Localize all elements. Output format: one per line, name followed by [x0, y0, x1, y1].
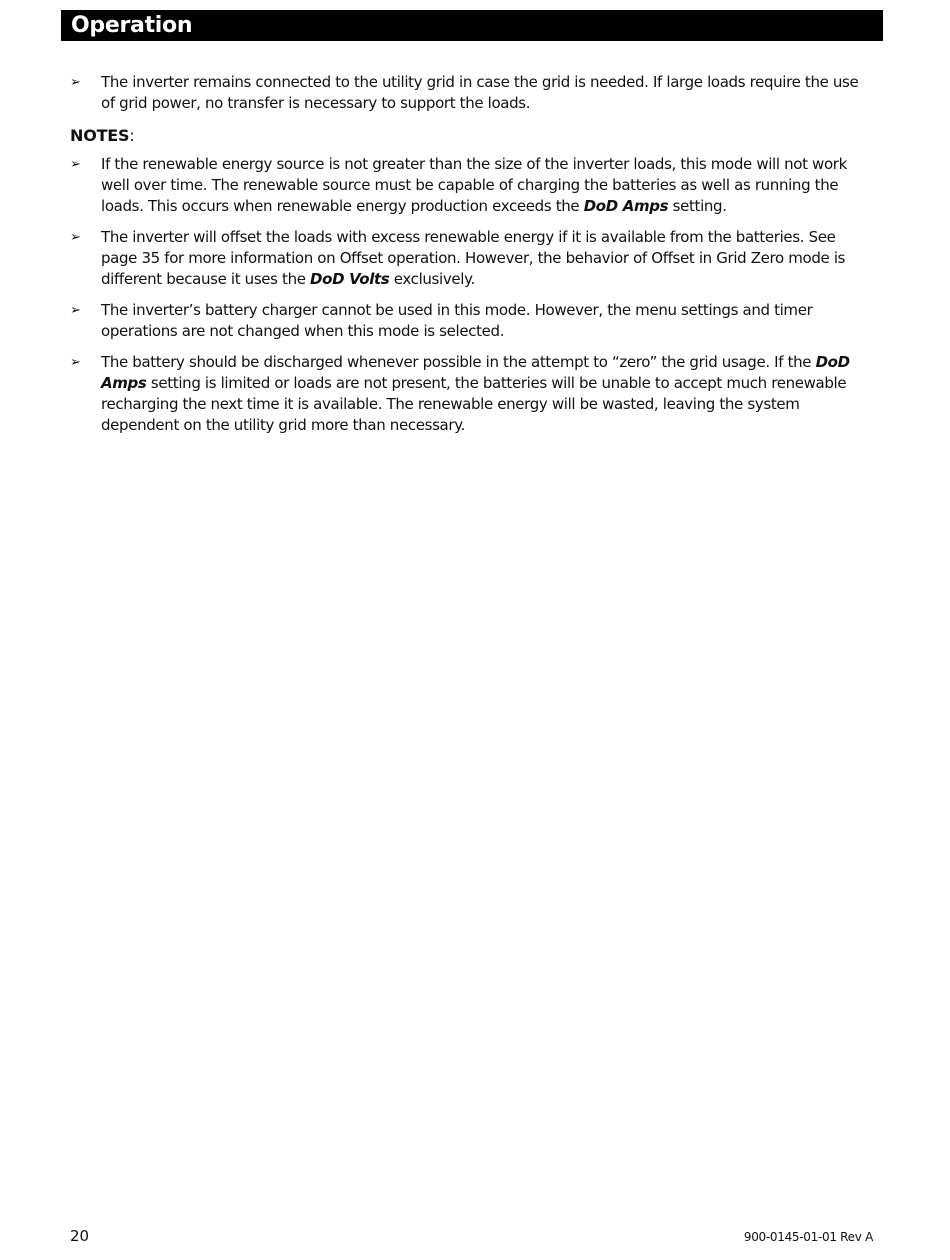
bullet-text: The inverter remains connected to the utility grid in case the grid is needed. If large loads require the use of grid power, no transfer is necessary to support the loads. — [101, 73, 859, 112]
note-text-before: The battery should be discharged whenever possible in the attempt to “zero” the grid usage. If the — [101, 353, 816, 371]
note-item-1 — [70, 154, 875, 217]
document-id: 900-0145-01-01 Rev A — [743, 1230, 873, 1244]
note-emphasis: DoD Amps — [583, 197, 669, 215]
note-item-3 — [70, 300, 875, 342]
page-number: 20 — [70, 1227, 90, 1245]
intro-bullet — [70, 72, 875, 114]
note-item-2 — [70, 227, 875, 290]
note-text-before: The inverter will offset the loads with excess renewable energy if it is available from the batteries. See page 35 for more information on Offset operation. However, the behavior of Offset in Grid Zero mode is different because it uses the — [101, 228, 846, 288]
note-emphasis: DoD Amps — [101, 353, 850, 392]
note-text-after: setting is limited or loads are not present, the batteries will be unable to accept much renewable recharging the next time it is available. The renewable energy will be wasted, leaving the system dependent on the utility grid more than necessary. — [101, 374, 847, 434]
note-text-before: If the renewable energy source is not greater than the size of the inverter loads, this mode will not work well over time. The renewable source must be capable of charging the batteries as well as running the loads. This occurs when renewable energy production exceeds the — [101, 155, 847, 215]
section-header-bar — [61, 10, 883, 41]
note-text-after: setting. — [668, 197, 727, 215]
notes-heading-label: NOTES — [70, 126, 130, 145]
note-text-after: exclusively. — [389, 270, 475, 288]
note-text: The inverter’s battery charger cannot be used in this mode. However, the menu settings and timer operations are not changed when this mode is selected. — [101, 301, 813, 340]
arrow-bullet-icon: ➢ — [70, 157, 81, 172]
arrow-bullet-icon: ➢ — [70, 303, 81, 318]
notes-heading — [70, 124, 875, 148]
arrow-bullet-icon: ➢ — [70, 230, 81, 245]
arrow-bullet-icon: ➢ — [70, 75, 81, 90]
page-content — [70, 72, 875, 446]
note-item-4 — [70, 352, 875, 436]
section-title: Operation — [71, 13, 193, 38]
notes-heading-colon: : — [129, 126, 135, 145]
arrow-bullet-icon: ➢ — [70, 355, 81, 370]
note-emphasis: DoD Volts — [310, 270, 390, 288]
